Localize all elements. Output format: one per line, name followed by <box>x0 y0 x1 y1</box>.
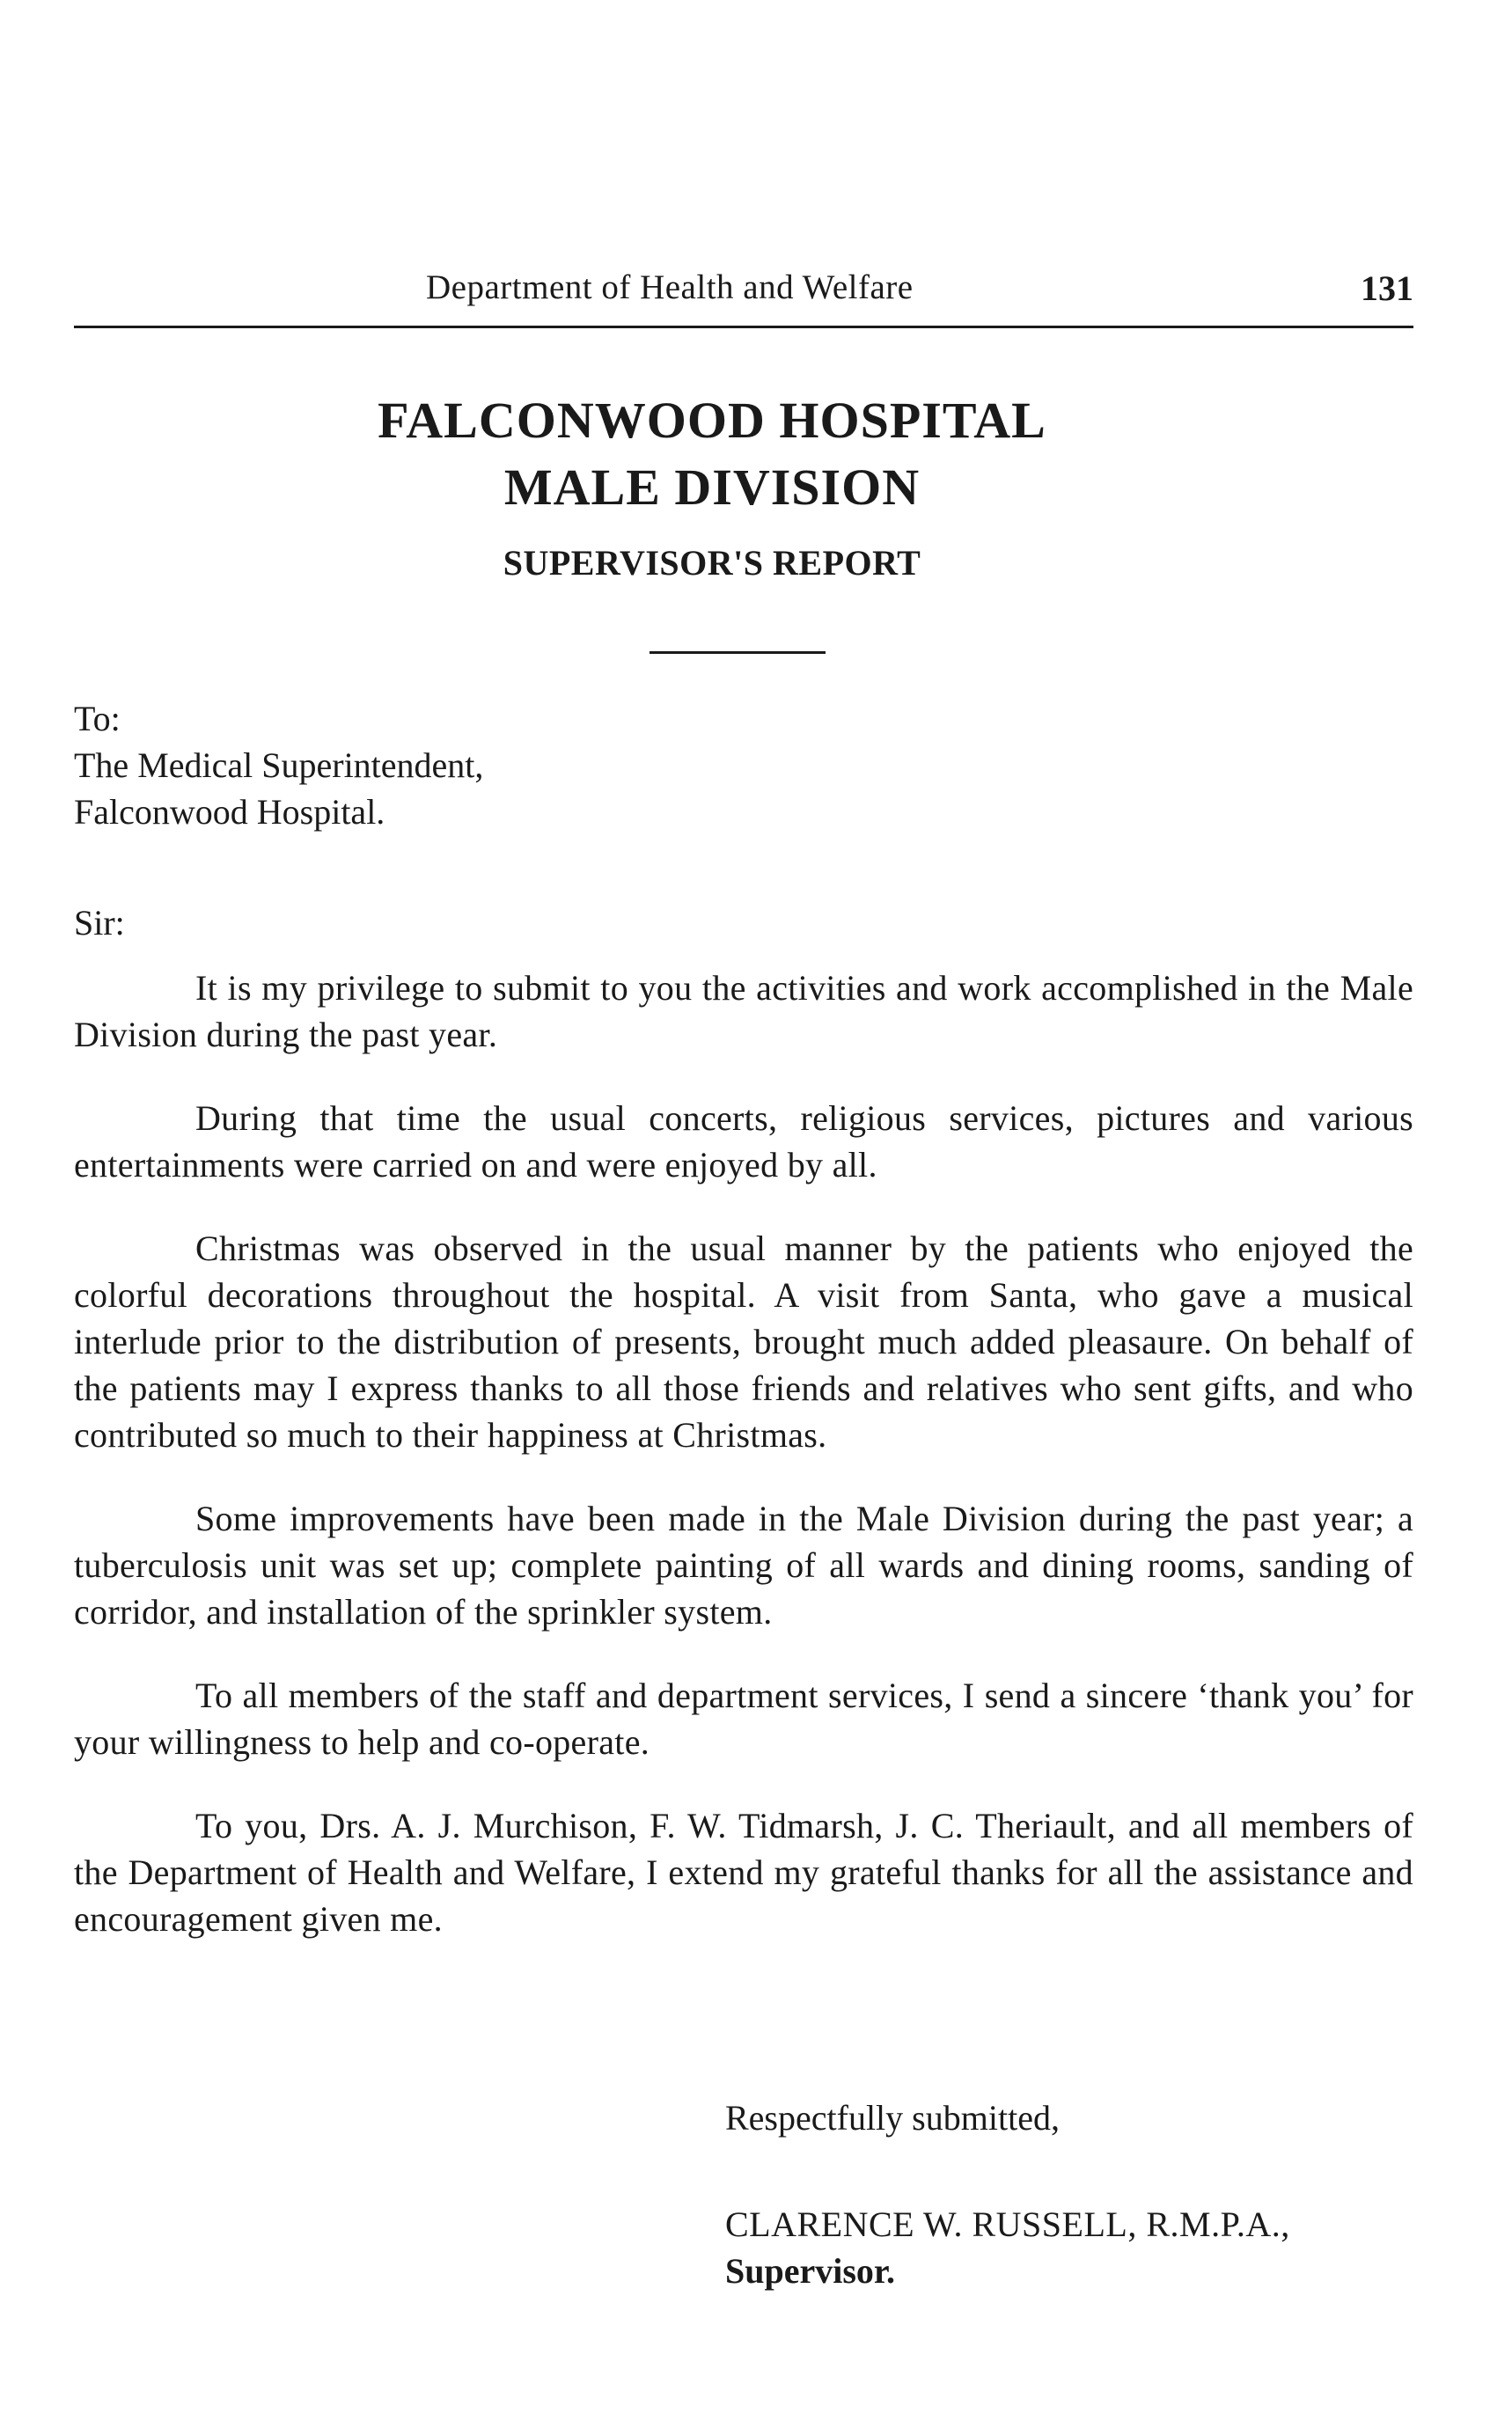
address-recipient: The Medical Superintendent, <box>74 745 484 785</box>
title-divider <box>650 651 826 654</box>
page-number: 131 <box>1361 268 1413 308</box>
salutation: Sir: <box>74 903 125 943</box>
paragraph: To all members of the staff and department services, I send a sincere ‘thank you’ for your willingness to help and co-operate. <box>74 1676 1413 1762</box>
closing-phrase: Respectfully submitted, <box>725 2098 1060 2138</box>
address-to: To: <box>74 699 121 738</box>
signature-role: Supervisor. <box>725 2251 896 2291</box>
report-body <box>74 965 1413 1979</box>
document-title-division: MALE DIVISION <box>503 458 921 516</box>
running-header <box>74 264 1413 328</box>
document-subtitle: SUPERVISOR'S REPORT <box>503 543 921 583</box>
document-title: FALCONWOOD HOSPITAL <box>378 392 1046 449</box>
title-block <box>0 387 1512 583</box>
paragraph: Christmas was observed in the usual manner by the patients who enjoyed the colorful decorations throughout the hospital. A visit from Santa, who gave a musical interlude prior to the distribution of presents, brought much added pleasaure. On behalf of the patients may I express thanks to all those friends and relatives who sent gifts, and who contributed so much to their happiness at Christmas. <box>74 1229 1413 1455</box>
paragraph: Some improvements have been made in the Male Division during the past year; a tuberculosis unit was set up; complete painting of all wards and dining rooms, sanding of corridor, and installation of the sprinkler system. <box>74 1499 1413 1632</box>
address-institution: Falconwood Hospital. <box>74 792 385 832</box>
signature-name: CLARENCE W. RUSSELL, R.M.P.A., <box>725 2204 1290 2244</box>
paragraph: During that time the usual concerts, religious services, pictures and various entertainments were carried on and were enjoyed by all. <box>74 1098 1413 1185</box>
address-block <box>74 695 483 835</box>
paragraph: It is my privilege to submit to you the activities and work accomplished in the Male Division during the past year. <box>74 968 1413 1054</box>
closing-block <box>725 2094 1290 2294</box>
paragraph: To you, Drs. A. J. Murchison, F. W. Tidmarsh, J. C. Theriault, and all members of the Department of Health and Welfare, I extend my grateful thanks for all the assistance and encouragement given me. <box>74 1806 1413 1939</box>
header-title: Department of Health and Welfare <box>426 268 914 306</box>
